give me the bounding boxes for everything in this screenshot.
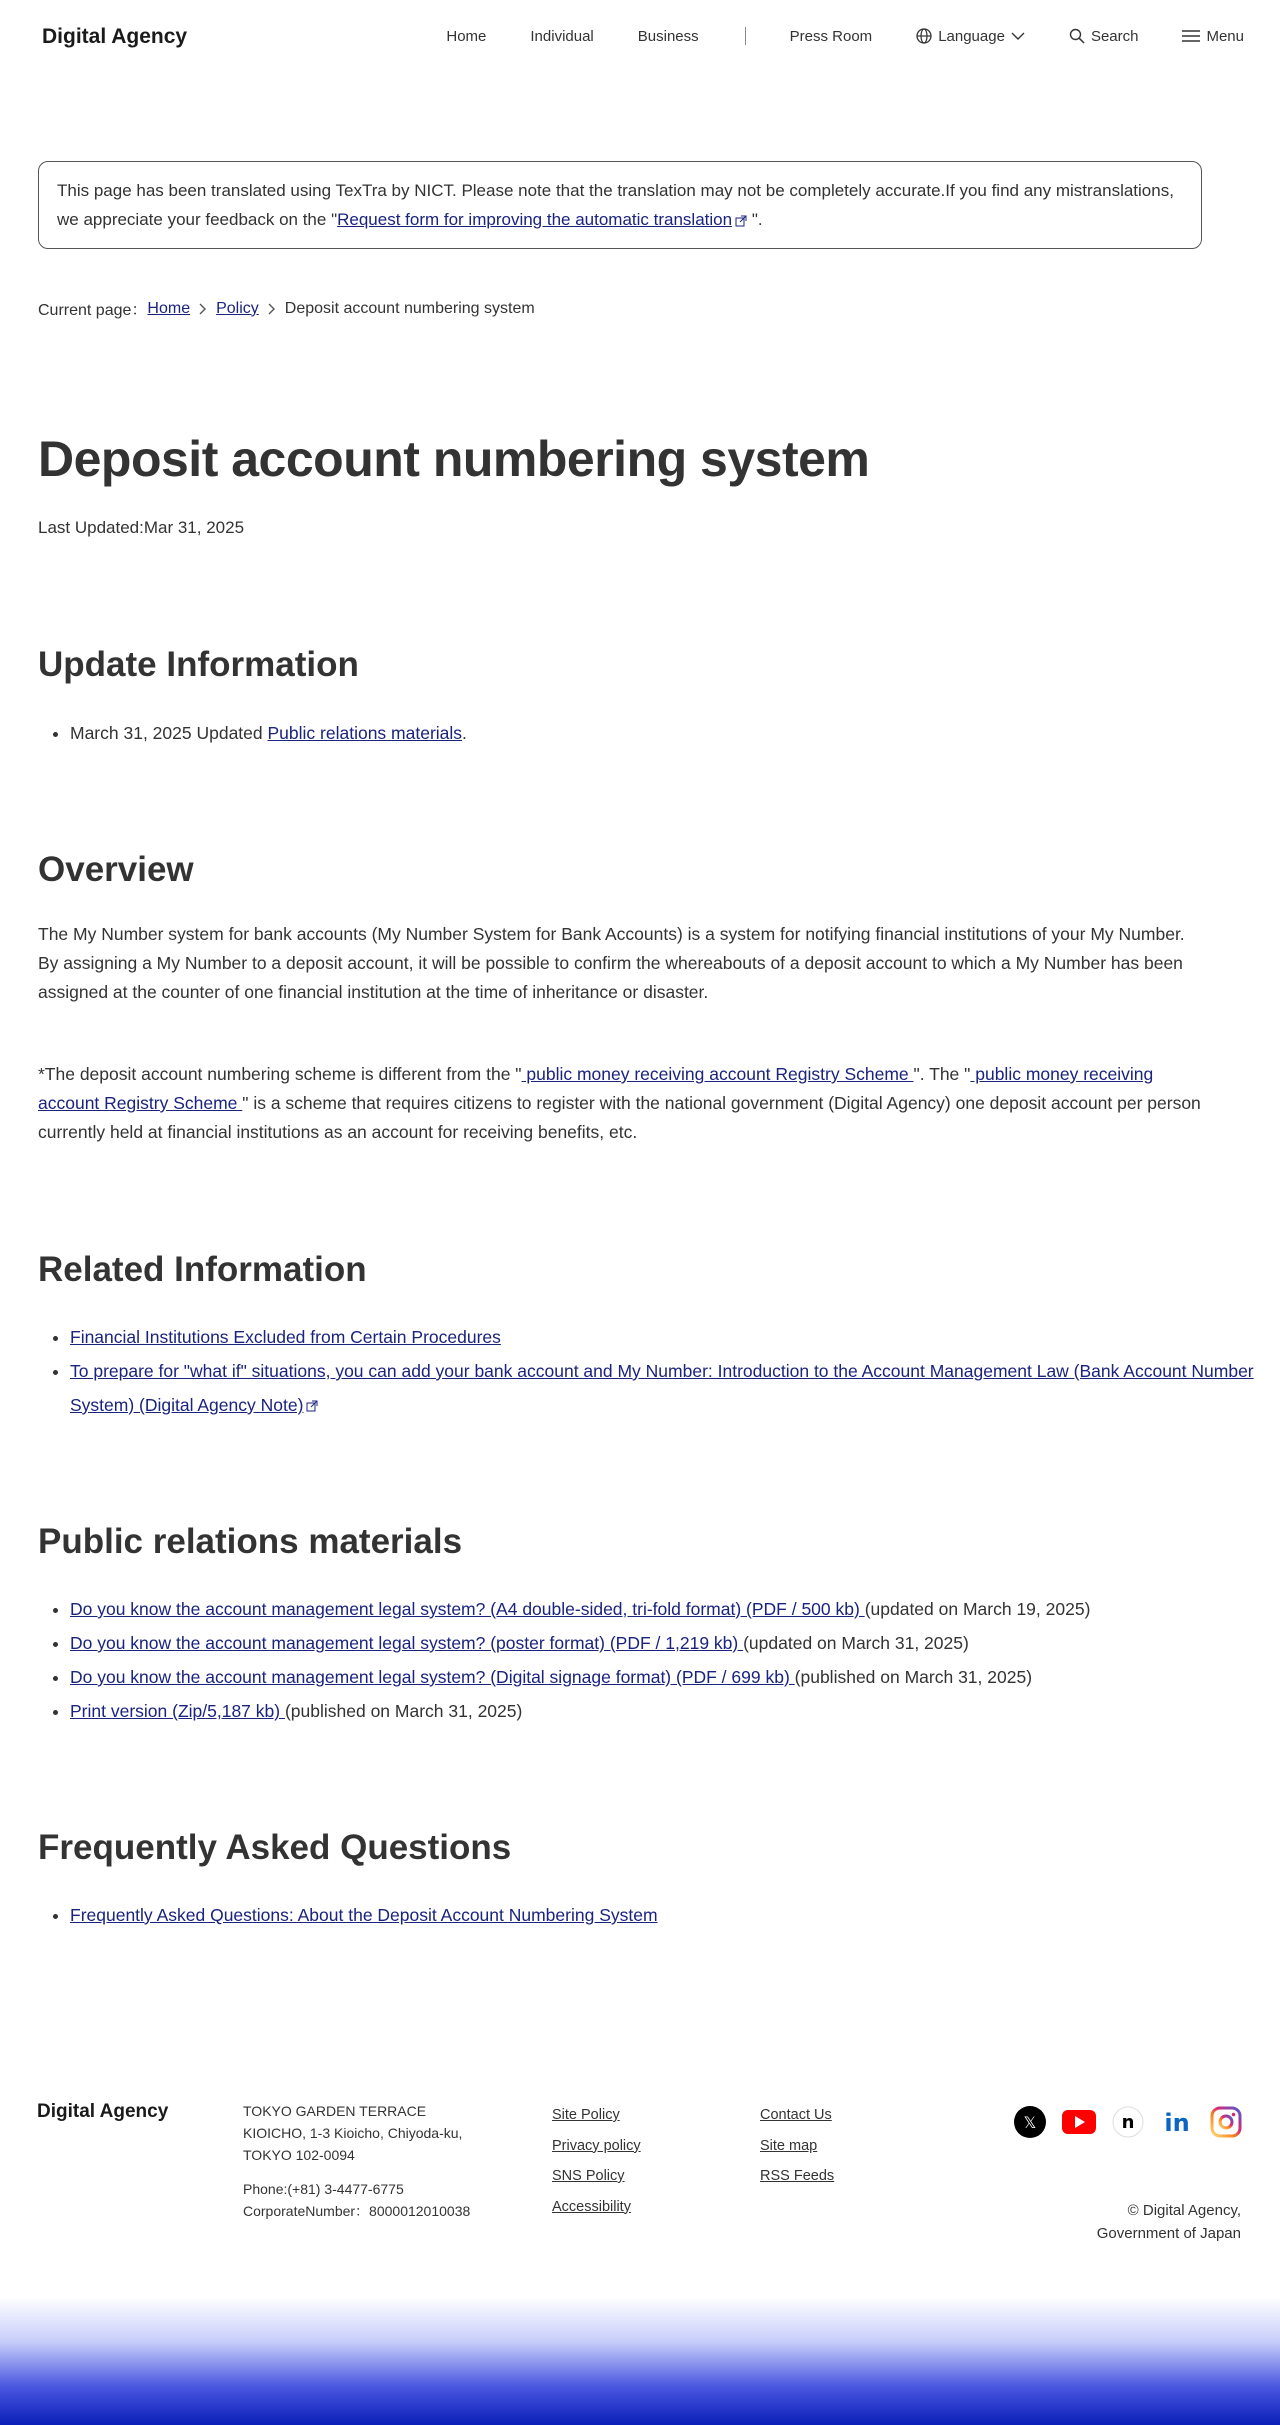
breadcrumb-current: Deposit account numbering system: [284, 299, 535, 317]
nav-language-label: Language: [938, 27, 1005, 45]
chevron-down-icon: [1011, 31, 1025, 41]
overview-text-1: The My Number system for bank accounts (My Number System for Bank Accounts) is a system for notifying financial institutions of your My Number.: [38, 924, 1185, 944]
update-info-end: .: [462, 723, 467, 743]
nav-language[interactable]: [916, 28, 1025, 45]
footer-logo[interactable]: Digital Agency: [37, 2101, 169, 2122]
footer-links-contact: [760, 2100, 834, 2192]
copyright-line: Government of Japan: [1096, 2225, 1241, 2242]
pr-note: (published on March 31, 2025): [794, 1667, 1033, 1687]
nav-press-room[interactable]: Press Room: [789, 27, 873, 45]
footer-link-privacy-policy[interactable]: Privacy policy: [552, 2137, 641, 2154]
external-link-icon: [306, 1400, 318, 1412]
registry-scheme-link-1[interactable]: public money receiving account Registry Scheme: [521, 1064, 914, 1084]
chevron-right-icon: [268, 303, 276, 315]
list-item: [70, 1626, 1090, 1660]
pr-link-poster[interactable]: Do you know the account management legal system? (poster format) (PDF / 1,219 kb): [70, 1633, 744, 1653]
registry-scheme-link-2[interactable]: public money receiving account Registry Scheme: [38, 1064, 1154, 1113]
list-item: [70, 1898, 658, 1932]
update-info-heading: Update Information: [38, 645, 359, 684]
update-info-link[interactable]: Public relations materials: [267, 723, 463, 743]
linkedin-icon-glyph: in: [1164, 2109, 1190, 2137]
search-icon: [1069, 28, 1085, 44]
translation-feedback-link[interactable]: [337, 210, 747, 229]
related-link-digital-agency-note[interactable]: [70, 1361, 1254, 1415]
hamburger-icon: [1182, 29, 1200, 43]
pr-materials-list: [38, 1592, 1090, 1728]
breadcrumb-label: Current page：: [38, 302, 148, 319]
nav-divider: [745, 27, 746, 45]
last-updated: Last Updated:Mar 31, 2025: [38, 518, 245, 537]
list-item: [70, 1592, 1090, 1626]
social-links: [1013, 2105, 1243, 2139]
footer-link-rss-feeds[interactable]: RSS Feeds: [760, 2168, 835, 2184]
related-link-note-text: To prepare for "what if" situations, you can add your bank account and My Number: Introduction to the Account Management Law (Bank Account Number System) (Digital Agency Note): [70, 1361, 1254, 1415]
nav-search[interactable]: [1069, 28, 1139, 45]
pr-note: (updated on March 31, 2025): [743, 1633, 969, 1653]
overview-note-text-b: ". The ": [913, 1064, 971, 1084]
site-header: [0, 0, 1280, 80]
faq-list: [38, 1898, 658, 1932]
nav-menu[interactable]: [1182, 28, 1244, 45]
list-item: [70, 1660, 1090, 1694]
faq-link[interactable]: Frequently Asked Questions: About the Deposit Account Numbering System: [70, 1905, 658, 1925]
instagram-icon[interactable]: [1209, 2105, 1243, 2139]
overview-note: [38, 1060, 1218, 1147]
address-line: TOKYO 102-0094: [243, 2147, 355, 2163]
chevron-right-icon: [199, 303, 207, 315]
page-title: Deposit account numbering system: [38, 431, 870, 487]
breadcrumb: [38, 297, 535, 320]
list-item: [70, 1320, 1280, 1354]
overview-heading: Overview: [38, 850, 194, 889]
notice-text-end: ".: [751, 210, 763, 229]
footer-links-policy: [552, 2100, 641, 2222]
x-icon[interactable]: [1013, 2105, 1047, 2139]
pr-note: (updated on March 19, 2025): [864, 1599, 1091, 1619]
linkedin-icon[interactable]: [1160, 2105, 1194, 2139]
site-footer: [0, 2080, 1280, 2280]
pr-link-print-version[interactable]: Print version (Zip/5,187 kb): [70, 1701, 285, 1721]
globe-icon: [916, 28, 932, 44]
related-info-list: [38, 1320, 1280, 1422]
footer-link-contact-us[interactable]: Contact Us: [760, 2107, 832, 2123]
copyright-line: © Digital Agency,: [1127, 2202, 1241, 2219]
overview-note-text-a: *The deposit account numbering scheme is different from the ": [38, 1064, 522, 1084]
update-info-list: [38, 716, 467, 750]
pr-note: (published on March 31, 2025): [284, 1701, 523, 1721]
footer-address: [243, 2100, 470, 2222]
footer-link-site-map[interactable]: Site map: [760, 2137, 818, 2154]
pr-link-signage[interactable]: Do you know the account management legal system? (Digital signage format) (PDF / 699 kb): [70, 1667, 795, 1687]
copyright: [1097, 2199, 1241, 2245]
pr-materials-heading: Public relations materials: [38, 1522, 463, 1561]
notice-text: This page has been translated using TexTra by NICT. Please note that the translation may not be completely accurate.If you find any mistranslations, we appreciate your feedback on the ": [57, 181, 1174, 229]
list-item: [70, 1694, 1090, 1728]
footer-link-sns-policy[interactable]: SNS Policy: [552, 2168, 625, 2184]
footer-gradient-band: [0, 2297, 1280, 2425]
nav-individual[interactable]: Individual: [530, 27, 594, 45]
breadcrumb-policy[interactable]: Policy: [216, 299, 259, 317]
x-icon-glyph: 𝕏: [1023, 2113, 1037, 2132]
external-link-icon: [735, 215, 747, 227]
translation-notice: [38, 161, 1202, 249]
youtube-icon[interactable]: [1062, 2105, 1096, 2139]
translation-feedback-link-text: Request form for improving the automatic translation: [337, 210, 733, 229]
site-logo[interactable]: Digital Agency: [42, 25, 188, 48]
main-nav: [402, 27, 1244, 45]
update-info-text: March 31, 2025 Updated: [70, 723, 268, 743]
footer-link-site-policy[interactable]: Site Policy: [552, 2107, 620, 2123]
address-line: KIOICHO, 1-3 Kioicho, Chiyoda-ku,: [243, 2125, 463, 2141]
overview-text-2: By assigning a My Number to a deposit account, it will be possible to confirm the whereabouts of a deposit account to which a My Number has been assigned at the counter of one financial institution at the time of inheritance or disaster.: [38, 953, 1183, 1002]
breadcrumb-home[interactable]: Home: [147, 299, 191, 317]
related-link-excluded-institutions[interactable]: Financial Institutions Excluded from Certain Procedures: [70, 1327, 501, 1347]
pr-link-trifold[interactable]: Do you know the account management legal system? (A4 double-sided, tri-fold format) (PDF / 500 kb): [70, 1599, 865, 1619]
list-item: [70, 1354, 1280, 1422]
related-info-heading: Related Information: [38, 1250, 367, 1289]
address-line: TOKYO GARDEN TERRACE: [243, 2103, 427, 2119]
nav-menu-label: Menu: [1206, 27, 1244, 45]
overview-paragraph: [38, 920, 1218, 1007]
footer-corporate-number: CorporateNumber：8000012010038: [243, 2203, 471, 2219]
nav-business[interactable]: Business: [637, 27, 699, 45]
note-icon[interactable]: [1111, 2105, 1145, 2139]
footer-link-accessibility[interactable]: Accessibility: [552, 2198, 631, 2215]
list-item: [70, 716, 467, 750]
nav-search-label: Search: [1090, 27, 1139, 45]
faq-heading: Frequently Asked Questions: [38, 1828, 512, 1867]
nav-home[interactable]: Home: [446, 27, 487, 45]
note-icon-glyph: n: [1121, 2112, 1135, 2133]
footer-phone: Phone:(+81) 3-4477-6775: [243, 2181, 404, 2197]
overview-note-text-c: " is a scheme that requires citizens to register with the national government (Digital Agency) one deposit account per person currently held at financial institutions as an account for receiving benefits, etc.: [38, 1093, 1201, 1142]
